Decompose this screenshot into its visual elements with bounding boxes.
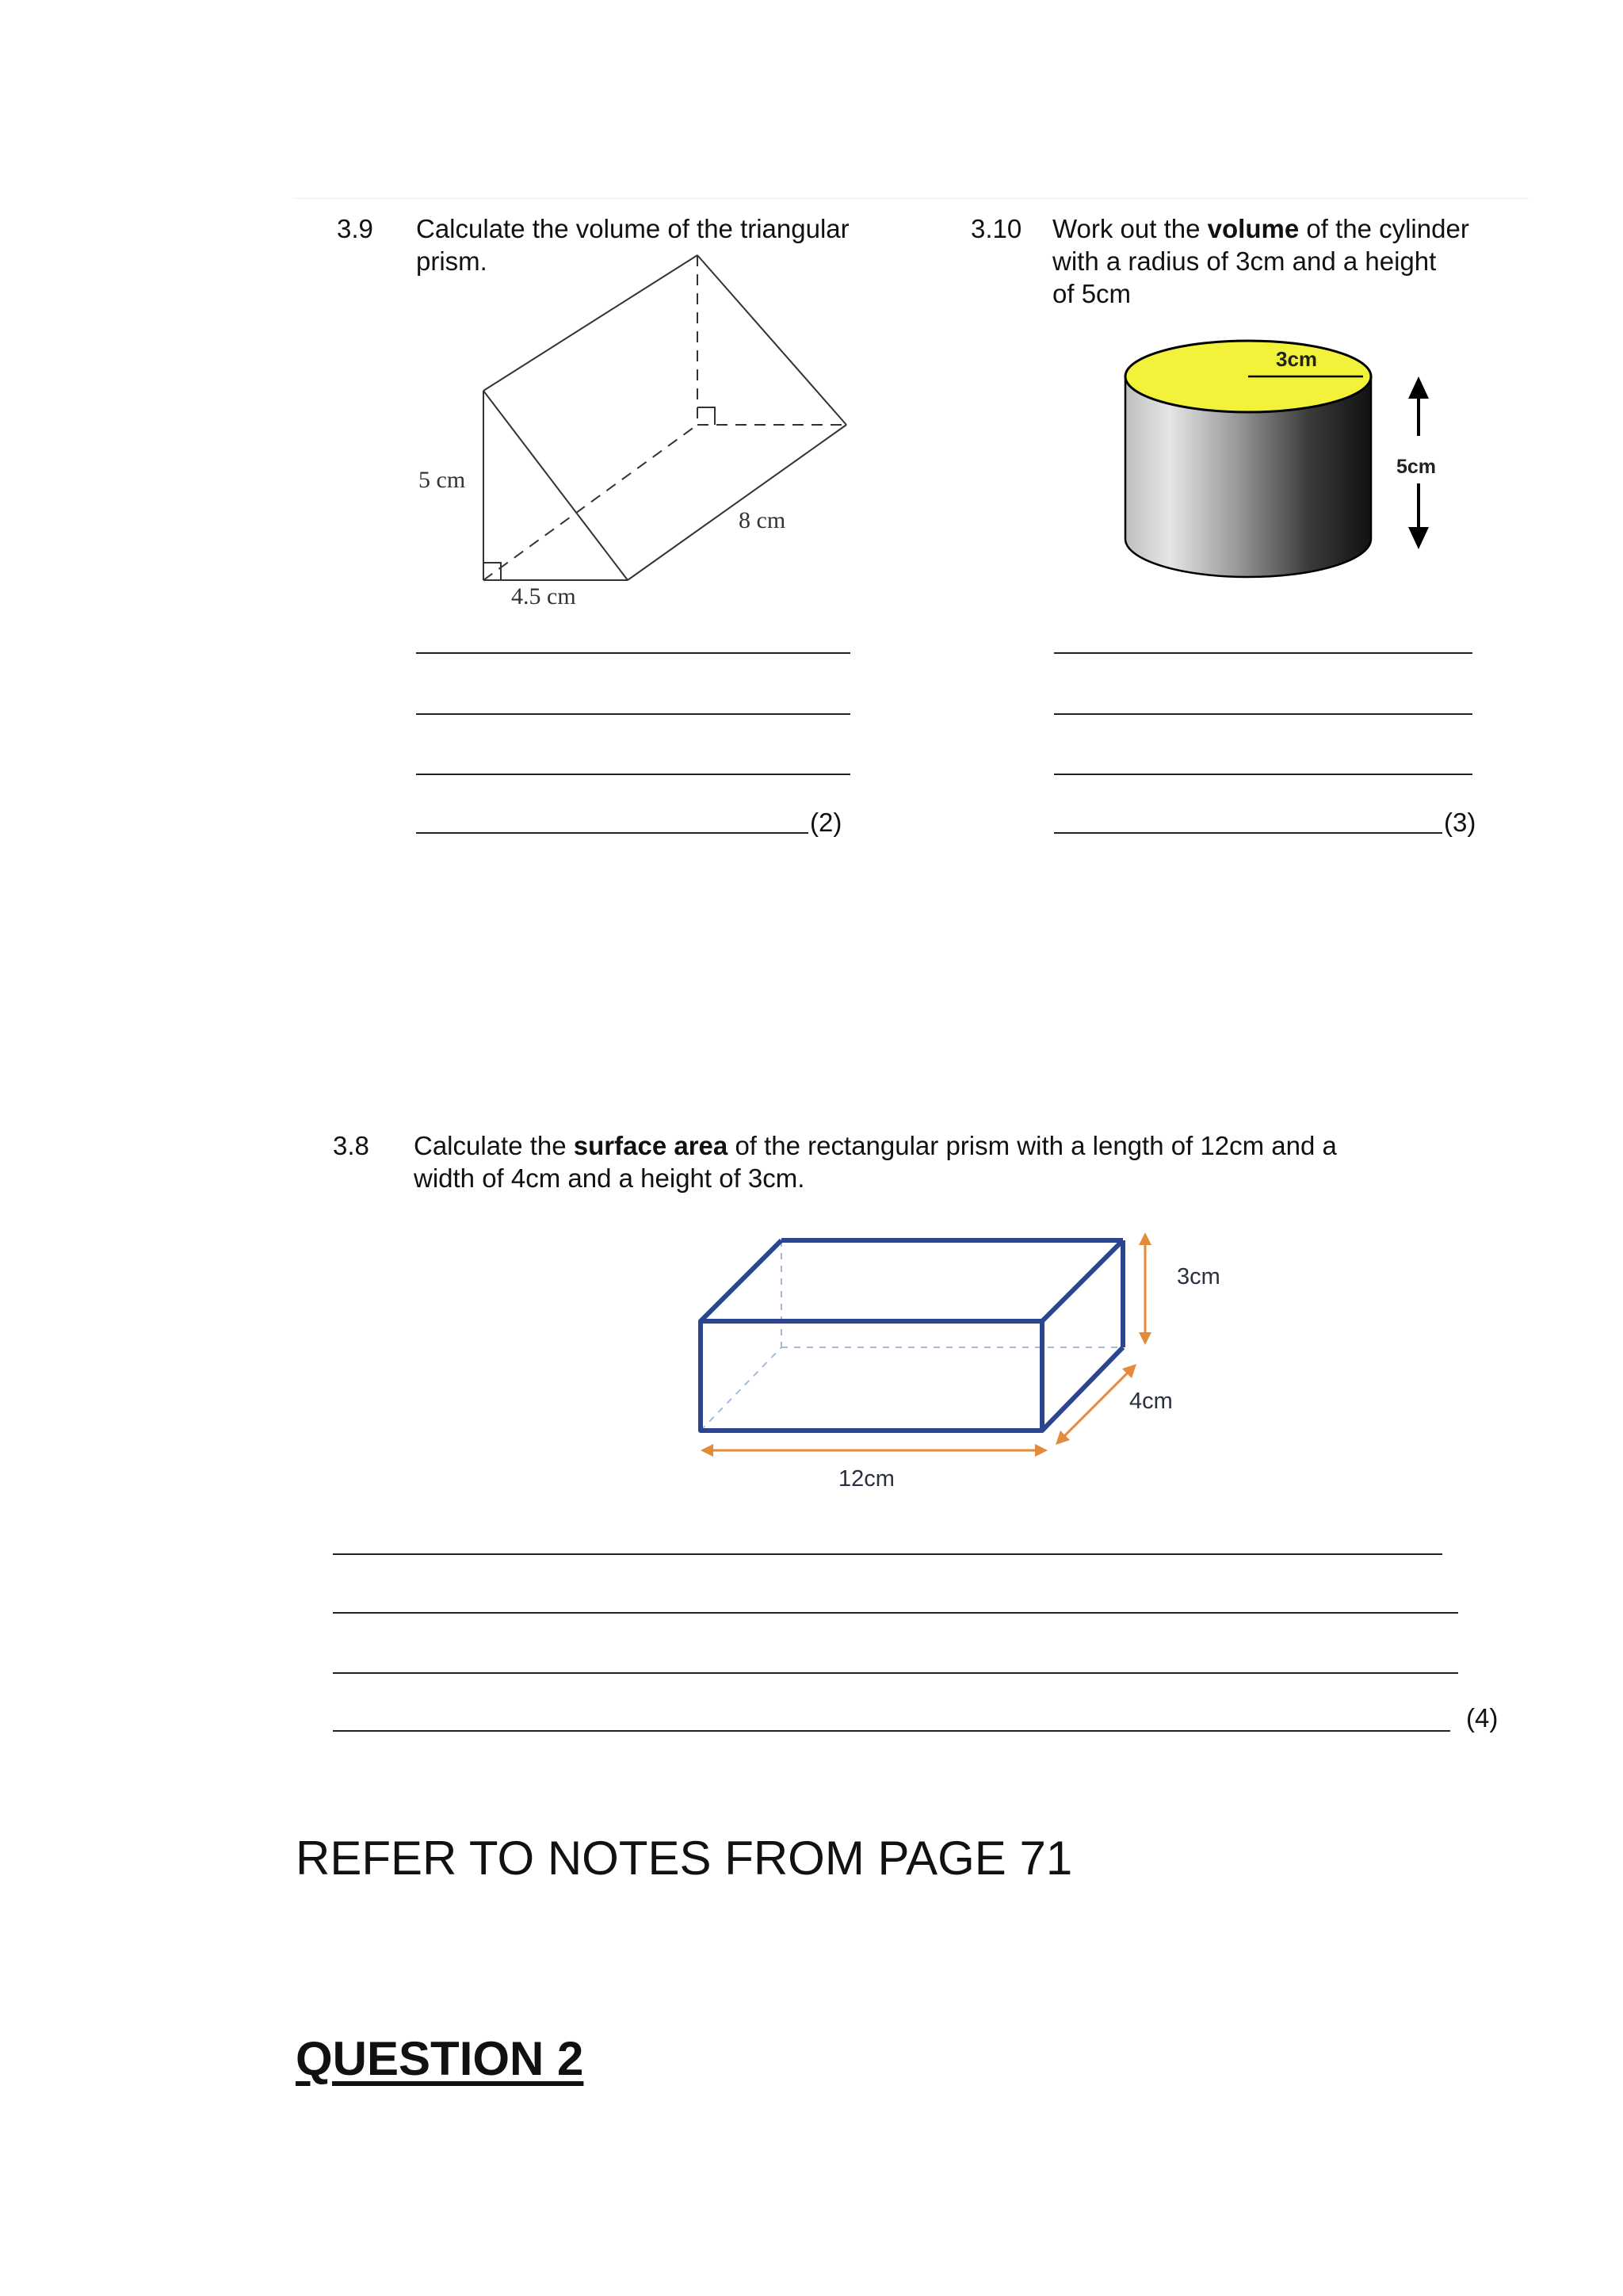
cylinder-diagram bbox=[1117, 337, 1450, 598]
cylinder-arrow-up bbox=[1408, 376, 1429, 399]
prism-bottom-edge bbox=[628, 425, 846, 580]
q39-answer-line-3[interactable] bbox=[416, 774, 850, 775]
q38-number: 3.8 bbox=[333, 1131, 369, 1160]
q310-text bbox=[1052, 212, 1469, 310]
cylinder-arrow-down bbox=[1408, 527, 1429, 549]
cylinder-label-radius: 3cm bbox=[1276, 347, 1318, 371]
prism-label-height: 5 cm bbox=[418, 467, 466, 493]
q310-text-line1: Work out the volume of the cylinder bbox=[1052, 214, 1469, 243]
prism-hidden-diagonal bbox=[483, 425, 697, 580]
q39-marks: (2) bbox=[810, 808, 842, 837]
box-label-height: 3cm bbox=[1177, 1264, 1220, 1289]
q38-text bbox=[414, 1129, 1337, 1194]
q38-text-line1: Calculate the surface area of the rectangular prism with a length of 12cm and a bbox=[414, 1131, 1337, 1160]
top-divider bbox=[293, 198, 1529, 199]
q39-answer-line-1[interactable] bbox=[416, 652, 850, 654]
box-front-face bbox=[701, 1321, 1042, 1431]
box-top-right-depth bbox=[1042, 1240, 1123, 1321]
q39-text-line2: prism. bbox=[416, 246, 487, 276]
q310-number: 3.10 bbox=[971, 214, 1022, 243]
q38-answer-line-4[interactable] bbox=[333, 1730, 1450, 1732]
box-arrow-length-right bbox=[1035, 1444, 1048, 1457]
q38-answer-line-3[interactable] bbox=[333, 1672, 1458, 1674]
box-top-left-depth bbox=[701, 1240, 781, 1321]
q38-answer-line-2[interactable] bbox=[333, 1612, 1458, 1614]
box-arrow-height-top bbox=[1139, 1232, 1151, 1245]
box-arrow-height-bottom bbox=[1139, 1332, 1151, 1345]
q310-answer-line-2[interactable] bbox=[1054, 713, 1472, 715]
box-label-length: 12cm bbox=[838, 1466, 895, 1492]
cylinder-label-height: 5cm bbox=[1396, 456, 1437, 478]
box-hidden-depth bbox=[701, 1347, 781, 1431]
rectangular-prism-diagram bbox=[682, 1224, 1252, 1502]
q39-answer-line-2[interactable] bbox=[416, 713, 850, 715]
question-heading: QUESTION 2 bbox=[296, 2032, 584, 2085]
q310-text-line3: of 5cm bbox=[1052, 279, 1132, 308]
prism-top-edge bbox=[483, 255, 697, 391]
q38-answer-line-1[interactable] bbox=[333, 1553, 1442, 1555]
box-arrow-width-shaft bbox=[1062, 1370, 1130, 1438]
q310-answer-line-3[interactable] bbox=[1054, 774, 1472, 775]
refer-notes: REFER TO NOTES FROM PAGE 71 bbox=[296, 1832, 1073, 1885]
q310-marks: (3) bbox=[1444, 808, 1476, 837]
q310-answer-line-1[interactable] bbox=[1054, 652, 1472, 654]
q39-number: 3.9 bbox=[337, 214, 373, 243]
q310-text-line2: with a radius of 3cm and a height bbox=[1052, 246, 1437, 276]
prism-back-slope bbox=[697, 255, 846, 425]
prism-label-length: 8 cm bbox=[739, 507, 786, 533]
triangular-prism-diagram bbox=[396, 246, 872, 626]
q39-text-line1: Calculate the volume of the triangular bbox=[416, 214, 850, 243]
q310-answer-line-4[interactable] bbox=[1054, 832, 1442, 834]
box-arrow-length-left bbox=[701, 1444, 713, 1457]
right-angle-mark-back bbox=[697, 407, 715, 425]
q39-answer-line-4[interactable] bbox=[416, 832, 808, 834]
q38-text-line2: width of 4cm and a height of 3cm. bbox=[414, 1163, 805, 1193]
prism-label-base: 4.5 cm bbox=[511, 583, 576, 609]
box-label-width: 4cm bbox=[1129, 1389, 1173, 1414]
q38-marks: (4) bbox=[1466, 1703, 1499, 1733]
prism-front-hypotenuse bbox=[483, 391, 628, 580]
